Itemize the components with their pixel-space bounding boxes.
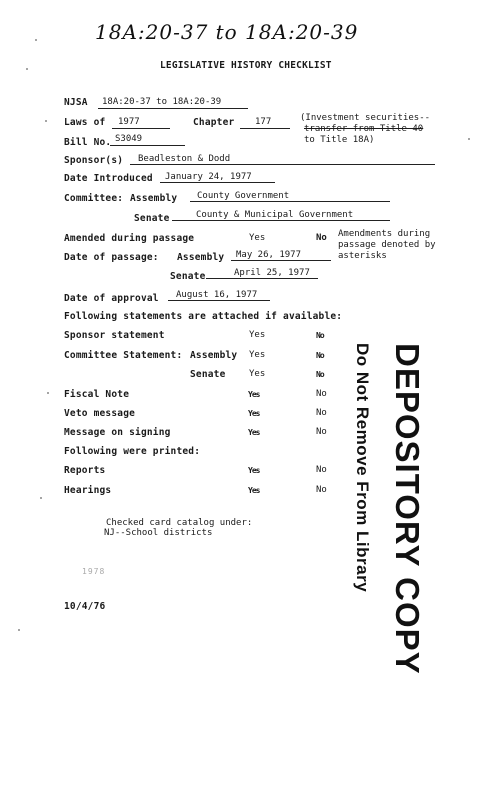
passage-assembly-label: Assembly <box>177 252 225 263</box>
approval-label: Date of approval <box>64 293 159 304</box>
message-on-signing-label: Message on signing <box>64 427 171 438</box>
note-line-3: to Title 18A) <box>304 135 375 145</box>
scan-speck <box>26 68 28 70</box>
laws-underline <box>112 128 170 129</box>
veto-message-label: Veto message <box>64 408 136 419</box>
veto-message-yes: Yes <box>248 409 260 418</box>
stamp-line-2: Do Not Remove From Library <box>353 343 372 593</box>
reports-no: No <box>316 465 327 475</box>
passage-senate-label: Senate <box>170 271 206 282</box>
catalog-line-1: Checked card catalog under: <box>106 518 253 528</box>
amended-note-line-2: passage denoted by <box>338 240 436 250</box>
sponsor-statement-yes: Yes <box>249 330 266 340</box>
statements-heading: Following statements are attached if available: <box>64 311 343 322</box>
bill-underline <box>110 145 185 146</box>
note-line-2: transfer from Title 40 <box>304 124 424 134</box>
hearings-label: Hearings <box>64 485 112 496</box>
date-introduced-label: Date Introduced <box>64 173 153 184</box>
committee-statement-senate: Senate <box>190 369 226 380</box>
committee-senate-label: Senate <box>134 213 170 224</box>
bill-value: S3049 <box>115 134 143 144</box>
note-line-1: (Investment securities-- <box>300 113 431 123</box>
committee-statement-senate-yes: Yes <box>249 369 266 379</box>
njsa-label: NJSA <box>64 97 88 108</box>
fiscal-note-label: Fiscal Note <box>64 389 130 400</box>
sponsors-value: Beadleston & Dodd <box>138 154 231 164</box>
committee-statement-label: Committee Statement: <box>64 350 183 361</box>
sponsors-underline <box>130 164 435 165</box>
chapter-underline <box>240 128 290 129</box>
njsa-underline <box>98 108 248 109</box>
hearings-no: No <box>316 485 327 495</box>
passage-label: Date of passage: <box>64 252 159 263</box>
scan-speck <box>468 138 470 140</box>
committee-label: Committee: <box>64 193 124 204</box>
message-on-signing-yes: Yes <box>248 428 260 437</box>
committee-statement-assembly-no: No <box>316 351 324 360</box>
njsa-value: 18A:20-37 to 18A:20-39 <box>102 97 222 107</box>
reports-label: Reports <box>64 465 106 476</box>
approval-value: August 16, 1977 <box>176 290 258 300</box>
committee-statement-senate-no: No <box>316 370 324 379</box>
depository-stamp <box>353 343 448 675</box>
handwritten-title: 18A:20-37 to 18A:20-39 <box>95 20 359 44</box>
scan-speck <box>40 497 42 499</box>
bill-label: Bill No. <box>64 137 112 148</box>
hearings-yes: Yes <box>248 486 260 495</box>
committee-assembly-label: Assembly <box>130 193 178 204</box>
passage-assembly-underline <box>231 260 331 261</box>
date-introduced-value: January 24, 1977 <box>165 172 252 182</box>
date-introduced-underline <box>160 182 275 183</box>
committee-assembly-underline <box>190 201 390 202</box>
laws-value: 1977 <box>118 117 140 127</box>
chapter-value: 177 <box>255 117 272 127</box>
reports-yes: Yes <box>248 466 260 475</box>
faint-stamp: 1978 <box>82 567 106 576</box>
scan-speck <box>18 629 20 631</box>
passage-senate-value: April 25, 1977 <box>234 268 310 278</box>
amended-yes: Yes <box>249 233 266 243</box>
footer-date: 10/4/76 <box>64 601 106 612</box>
message-on-signing-no: No <box>316 427 327 437</box>
stamp-line-1: DEPOSITORY COPY <box>389 343 426 675</box>
sponsor-statement-label: Sponsor statement <box>64 330 165 341</box>
fiscal-note-no: No <box>316 389 327 399</box>
fiscal-note-yes: Yes <box>248 390 260 399</box>
scan-speck <box>47 392 49 394</box>
approval-underline <box>168 300 270 301</box>
passage-assembly-value: May 26, 1977 <box>236 250 302 260</box>
committee-senate-value: County & Municipal Government <box>196 210 354 220</box>
scan-speck <box>35 39 37 41</box>
sponsor-statement-no: No <box>316 331 324 340</box>
committee-statement-assembly: Assembly <box>190 350 238 361</box>
sponsors-label: Sponsor(s) <box>64 155 124 166</box>
page-title: LEGISLATIVE HISTORY CHECKLIST <box>160 60 332 71</box>
committee-assembly-value: County Government <box>197 191 290 201</box>
amended-note-line-3: asterisks <box>338 251 387 261</box>
laws-label: Laws of <box>64 117 106 128</box>
printed-heading: Following were printed: <box>64 446 201 457</box>
committee-statement-assembly-yes: Yes <box>249 350 266 360</box>
veto-message-no: No <box>316 408 327 418</box>
catalog-line-2: NJ--School districts <box>104 528 213 538</box>
amended-note-line-1: Amendments during <box>338 229 431 239</box>
committee-senate-underline <box>172 220 390 221</box>
chapter-label: Chapter <box>193 117 235 128</box>
amended-no: No <box>316 233 327 243</box>
amended-label: Amended during passage <box>64 233 195 244</box>
scan-speck <box>45 120 47 122</box>
passage-senate-underline <box>206 278 318 279</box>
